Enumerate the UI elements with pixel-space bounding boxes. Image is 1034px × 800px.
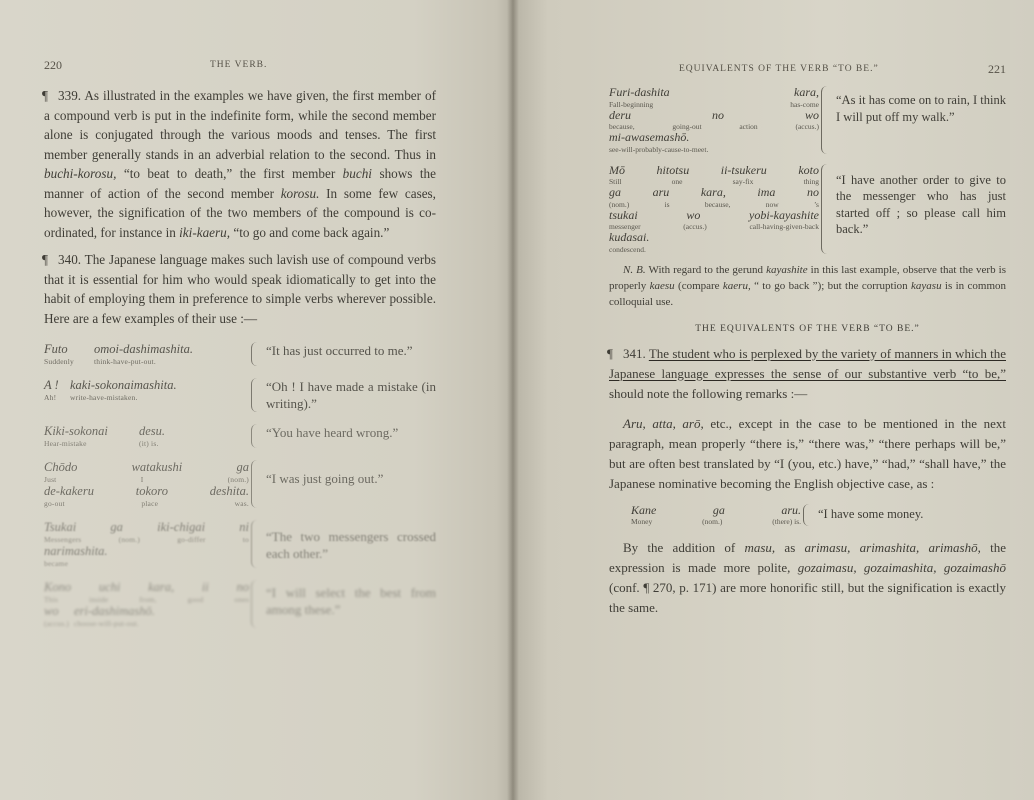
example-japanese <box>44 424 249 448</box>
text-run: By the addition of <box>623 540 745 555</box>
text-run: should note the following remarks :— <box>609 385 808 401</box>
japanese-term: kaeru, <box>722 279 751 292</box>
example-rain <box>609 86 1006 154</box>
gloss: call-having-given-back <box>749 222 819 231</box>
japanese-term: buchi-korosu, <box>44 166 117 181</box>
example-translation: “I have some money. <box>818 506 924 521</box>
left-running-head <box>44 58 436 80</box>
gloss: Ah! <box>44 393 57 402</box>
gloss: one <box>671 177 683 186</box>
jp-word: kaki-sokonaimashita. <box>70 378 177 392</box>
jp-word: tokoro <box>135 484 168 498</box>
brace <box>251 580 262 628</box>
paragraph-masu <box>609 538 1006 618</box>
jp-word: uchi <box>98 580 121 594</box>
text-run: the expression is made more polite, <box>609 540 1006 575</box>
gloss: write-have-mistaken. <box>70 393 138 402</box>
jp-word: wo <box>804 107 819 122</box>
gloss: messenger <box>609 222 641 231</box>
jp-word: Kiki-sokonai <box>44 424 108 438</box>
text-run: “to beat to death,” the first member <box>116 166 343 181</box>
brace <box>251 342 262 366</box>
gloss: from, <box>139 595 157 604</box>
jp-word: kara, <box>700 185 726 199</box>
left-running-title: THE VERB. <box>210 60 268 70</box>
right-page-number: 221 <box>988 62 1006 76</box>
example-list <box>44 342 436 628</box>
jp-word: no <box>236 580 249 594</box>
pilcrow-icon: ¶ <box>42 252 48 267</box>
paragraph-number: 339. <box>58 88 82 103</box>
gloss: This <box>44 595 59 604</box>
example-japanese <box>44 342 249 366</box>
text-run: “ to go back ”); but the corruption <box>750 279 912 292</box>
gloss: Suddenly <box>44 357 74 366</box>
paragraph-number: 341. <box>623 345 646 361</box>
example-messenger <box>609 164 1006 254</box>
japanese-term: korosu. <box>280 185 320 201</box>
text-run: The Japanese language makes such lavish use of compound verbs that it is essential for him who would speak idiomatically to get into the habit of employing them in preference to simple verbs wherever possible. Here are a few examples of their use :— <box>44 252 436 326</box>
jp-word: no <box>806 185 819 199</box>
paragraph-aru <box>609 414 1006 494</box>
example-translation: “Oh ! I have made a mistake (in writing).” <box>266 379 436 411</box>
japanese-term: iki-kaeru, <box>179 224 231 240</box>
gloss: condescend. <box>609 244 646 254</box>
jp-word: yobi-kayashite <box>749 207 819 222</box>
jp-word: kudasai. <box>609 230 650 244</box>
left-page-number: 220 <box>44 58 62 72</box>
text-run: In some few cases, however, the signification of the two members of the compound is co-ordinated, for instance in <box>44 185 436 240</box>
pilcrow-icon: ¶ <box>42 88 48 103</box>
gloss: Messengers <box>44 535 82 544</box>
text-run: (conf. ¶ 270, p. 171) are more honorific still, but the signification is exactly the same. <box>609 580 1006 615</box>
example-japanese <box>44 460 249 508</box>
gloss: Just <box>44 475 57 484</box>
example-translation: “I will select the best from among these.” <box>266 585 436 617</box>
jp-word: desu. <box>139 424 166 438</box>
brace <box>251 520 262 568</box>
gloss: say-fix <box>732 177 754 186</box>
paragraph-341 <box>609 344 1006 404</box>
nota-bene <box>609 262 1006 310</box>
example-2 <box>44 378 436 412</box>
example-translation: “The two messengers crossed each other.” <box>266 529 436 561</box>
text-run: etc., except in the case to be mentioned in the next paragraph, mean properly “there is,” “there was,” “there perhaps will be,” but are often best translated by “I (you, etc.) have,” “had,” “shall have,” the Japanese nominative becoming the English objective case, as : <box>609 415 1006 491</box>
gloss: (it) is. <box>139 439 159 448</box>
section-heading: THE EQUIVALENTS OF THE VERB “TO BE.” <box>695 323 920 334</box>
nb-lead: N. B. <box>623 263 646 276</box>
example-3 <box>44 424 436 448</box>
jp-word: tsukai <box>609 207 638 222</box>
example-japanese <box>44 520 249 568</box>
jp-word: Furi-dashita <box>609 85 670 99</box>
brace <box>821 86 832 154</box>
jp-word: ga <box>110 520 123 534</box>
gloss: Money <box>631 517 653 526</box>
example-japanese <box>44 378 249 402</box>
example-money <box>631 504 1006 527</box>
text-run: “to go and come back again.” <box>230 224 390 240</box>
jp-word: aru. <box>781 502 801 517</box>
japanese-term: masu, <box>744 540 776 555</box>
example-translation: “It has just occurred to me.” <box>266 343 413 358</box>
jp-word: ga <box>236 460 249 474</box>
gloss: (accus.) <box>683 222 707 231</box>
gloss: good <box>187 595 204 604</box>
gloss: think-have-put-out. <box>94 357 156 366</box>
gloss: (nom.) <box>702 517 723 526</box>
gloss: (nom.) <box>118 535 141 544</box>
gloss: (accus.) <box>44 619 70 628</box>
brace <box>251 378 262 412</box>
jp-word: ima <box>757 185 776 199</box>
brace <box>803 504 814 527</box>
gloss: now <box>765 199 779 209</box>
paragraph-339 <box>44 86 436 242</box>
japanese-term: kaesu <box>649 279 675 292</box>
jp-word: Chōdo <box>44 460 78 474</box>
jp-word: kara, <box>148 580 175 594</box>
jp-word: mi-awasemashō. <box>609 130 690 144</box>
jp-word: Tsukai <box>44 520 77 534</box>
example-japanese <box>631 504 801 527</box>
gloss: became <box>44 559 69 568</box>
example-translation: “I was just going out.” <box>266 471 384 486</box>
jp-word: kara, <box>794 85 819 99</box>
right-running-title: EQUIVALENTS OF THE VERB “TO BE.” <box>679 64 879 74</box>
gloss: (there) is. <box>772 517 801 526</box>
text-run: (compare <box>674 279 723 292</box>
gloss: inside <box>89 595 109 604</box>
jp-word: deshita. <box>209 484 249 498</box>
jp-word: ni <box>239 520 249 534</box>
jp-word: deru <box>609 107 631 122</box>
gloss: ones <box>234 595 249 604</box>
gloss: going-out <box>672 122 702 131</box>
brace <box>251 460 262 508</box>
text-run: With regard to the gerund <box>645 263 767 276</box>
japanese-term: kayasu <box>911 279 942 292</box>
gloss: see-will-probably-cause-to-meet. <box>609 144 709 154</box>
jp-word: ii-tsukeru <box>720 162 767 177</box>
right-page <box>519 0 1034 800</box>
text-run: as <box>775 540 805 555</box>
gloss: ’s <box>813 199 819 209</box>
brace <box>821 164 832 254</box>
pilcrow-icon: ¶ <box>607 345 613 361</box>
jp-word: Mō <box>609 162 625 177</box>
underlined-text: The student who is perplexed by the variety of manners in which the Japanese language expresses the sense of our substantive verb “to be,” <box>609 345 1006 381</box>
example-japanese <box>609 164 819 254</box>
jp-word: ga <box>712 502 725 517</box>
jp-word: no <box>711 107 724 122</box>
gloss: Hear-mistake <box>44 439 87 448</box>
japanese-term: buchi <box>342 166 372 181</box>
jp-word: aru <box>652 185 670 199</box>
jp-word: wo <box>44 604 59 618</box>
japanese-term: Aru, atta, arō, <box>623 415 704 431</box>
example-japanese <box>609 86 819 154</box>
gloss: place <box>141 499 159 508</box>
jp-word: omoi-dashimashita. <box>94 342 193 356</box>
left-page <box>0 0 508 800</box>
jp-word: eri-dashimashō. <box>74 604 155 618</box>
example-translation: “You have heard wrong.” <box>266 425 399 440</box>
gloss: to <box>242 535 249 544</box>
gloss: is <box>664 199 670 209</box>
paragraph-340 <box>44 250 436 328</box>
japanese-term: gozaimasu, gozaimashita, gozaimashō <box>797 560 1006 575</box>
example-japanese <box>44 580 249 628</box>
jp-word: de-kakeru <box>44 484 94 498</box>
japanese-term: arimasu, arimashita, arimashō, <box>804 540 981 555</box>
text-run: in this last example, observe that the verb is properly <box>609 263 1006 292</box>
gloss: thing <box>803 177 819 186</box>
gloss: has-come <box>790 99 819 109</box>
jp-word: koto <box>798 162 819 177</box>
jp-word: A ! <box>44 378 59 392</box>
gloss: action <box>739 122 758 131</box>
jp-word: hitotsu <box>656 162 690 177</box>
jp-word: ga <box>609 185 621 199</box>
jp-word: Futo <box>44 342 68 356</box>
jp-word: iki-chigai <box>157 520 206 534</box>
text-run: is in common colloquial use. <box>609 279 1007 308</box>
gloss: go-out <box>44 499 65 508</box>
gloss: Fall-beginning <box>609 99 654 109</box>
paragraph-number: 340. <box>58 252 82 267</box>
text-run: As illustrated in the examples we have given, the first member of a compound verb is put in the indefinite form, while the second member alone is conjugated through the various moods and tenses. The first member generally stands in an adverbial relation to the second. Thus in <box>44 88 436 162</box>
gloss: because, <box>704 199 731 209</box>
jp-word: Kono <box>44 580 72 594</box>
gloss: choose-will-put-out. <box>74 619 140 628</box>
gloss: (accus.) <box>795 122 819 131</box>
jp-word: narimashita. <box>44 544 108 558</box>
jp-word: watakushi <box>131 460 183 474</box>
brace <box>251 424 262 448</box>
example-6 <box>44 580 436 628</box>
book-gutter <box>507 0 519 800</box>
jp-word: ii <box>201 580 209 594</box>
gloss: was. <box>234 499 249 508</box>
example-translation: “I have another order to give to the messenger who has just started off ; so please call him back.” <box>836 172 1006 236</box>
gloss: I <box>140 475 144 484</box>
right-running-head <box>609 62 1006 84</box>
text-run: shows the manner of action of the second member <box>44 166 436 201</box>
gloss: (nom.) <box>609 199 630 209</box>
jp-word: wo <box>686 207 701 222</box>
jp-word: Kane <box>631 502 657 517</box>
gloss: (nom.) <box>227 475 249 484</box>
example-5 <box>44 520 436 568</box>
japanese-term: kayashite <box>766 263 808 276</box>
example-4 <box>44 460 436 508</box>
gloss: go-differ <box>177 535 206 544</box>
example-translation: “As it has come on to rain, I think I will put off my walk.” <box>836 93 1006 124</box>
example-1 <box>44 342 436 366</box>
gloss: because, <box>609 122 635 131</box>
gloss: Still <box>609 177 622 186</box>
